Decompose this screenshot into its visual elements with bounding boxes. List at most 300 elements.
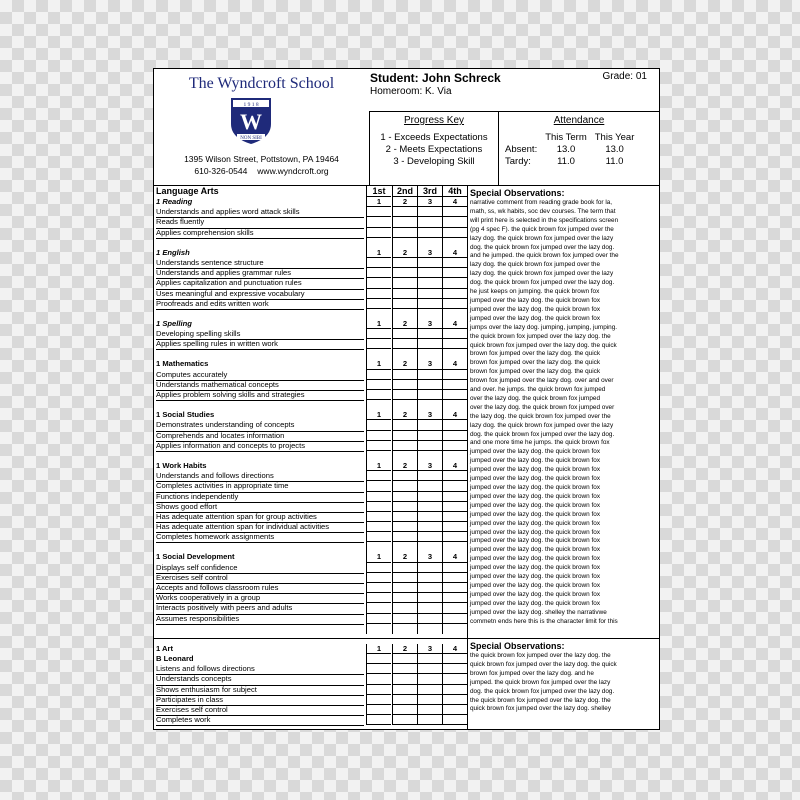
grade-cell [417, 289, 442, 299]
observation-line: jumped over the lazy dog. the quick brown fox [470, 537, 601, 545]
grade-cell [366, 573, 391, 583]
school-address-block [154, 153, 369, 177]
observation-line: jumped over the lazy dog. the quick brown fox [470, 573, 601, 581]
grade-cell [366, 532, 391, 542]
grade-cell [392, 492, 417, 502]
observation-line: jumped over the lazy dog. the quick brown fox [470, 314, 601, 322]
observation-line: jumped over the lazy dog. the quick brown fox [470, 555, 601, 563]
observations-divider [467, 185, 468, 729]
grade-cell [366, 664, 391, 674]
skill-row [154, 207, 467, 217]
section-gap [154, 451, 467, 461]
grade-cell [442, 481, 467, 491]
skill-label: Participates in class [156, 695, 364, 706]
grade-cell [366, 593, 391, 603]
skill-row [154, 228, 467, 238]
school-phone: 610-326-0544 [194, 166, 248, 176]
grade-cell [417, 502, 442, 512]
skill-label: Developing spelling skills [156, 329, 364, 340]
observation-line: dog. the quick brown fox jumped over the lazy dog. [470, 687, 615, 695]
grade-cell [392, 563, 417, 573]
section-gap [154, 309, 467, 319]
grade-cell [442, 329, 467, 339]
quarter-number: 4 [442, 552, 467, 562]
grade-level: Grade: 01 [602, 71, 647, 82]
skill-label: Exercises self control [156, 705, 364, 716]
skill-label: Functions independently [156, 492, 364, 503]
observation-line: commetn ends here this is the character limit for this [470, 617, 618, 625]
quarter-number: 1 [366, 644, 391, 654]
grade-cell [417, 380, 442, 390]
skill-label: Understands and follows directions [156, 471, 364, 482]
skill-label: Displays self confidence [156, 563, 364, 574]
skill-row [154, 299, 467, 309]
grade-cell [366, 278, 391, 288]
skill-label: Completes work [156, 715, 364, 726]
skill-row [154, 339, 467, 349]
grade-cell [366, 603, 391, 613]
grade-cell [442, 705, 467, 715]
quarter-number: 3 [417, 461, 442, 471]
art-section-divider [154, 638, 659, 639]
observation-line: lazy dog. the quick brown fox jumped over the lazy [470, 421, 614, 429]
observations-title: Special Observations: [470, 188, 565, 198]
skill-row [154, 441, 467, 451]
homeroom: Homeroom: K. Via [370, 86, 452, 97]
quarter-number: 2 [392, 644, 417, 654]
skill-row [154, 420, 467, 430]
art-special-observations [470, 641, 656, 714]
grade-cell [442, 471, 467, 481]
observation-line: quick brown fox jumped over the lazy dog. the quick [470, 341, 617, 349]
skill-row [154, 695, 467, 705]
grade-cell [366, 492, 391, 502]
observation-line: will print here is selected in the specifications screen [470, 216, 619, 224]
skill-label: Completes activities in appropriate time [156, 481, 364, 492]
observation-line: the quick brown fox jumped over the lazy dog. the [470, 696, 611, 704]
observation-line: lazy dog. the quick brown fox jumped over the lazy [470, 270, 614, 278]
grade-cell [442, 593, 467, 603]
grade-cell [417, 471, 442, 481]
skill-row [154, 532, 467, 542]
grade-cell [392, 583, 417, 593]
section-title: 1 Art [156, 643, 174, 653]
observation-line: brown fox jumped over the lazy dog. the quick [470, 350, 601, 358]
observation-line: jumped over the lazy dog. the quick brown fox [470, 590, 601, 598]
grade-cell [442, 614, 467, 624]
quarter-number: 3 [417, 552, 442, 562]
grade-cell [442, 502, 467, 512]
quarter-number: 4 [442, 359, 467, 369]
skill-label: Has adequate attention span for group activities [156, 512, 364, 523]
skill-row [154, 258, 467, 268]
grade-cell [442, 654, 467, 664]
grade-cell [366, 441, 391, 451]
attendance-value: 11.0 [605, 156, 624, 167]
grade-cell [392, 370, 417, 380]
skill-label: Comprehends and locates information [156, 431, 364, 442]
quarter-number: 1 [366, 359, 391, 369]
attendance-col-term: This Term [545, 132, 587, 143]
grade-cell [392, 228, 417, 238]
quarter-number: 2 [392, 461, 417, 471]
skill-row [154, 502, 467, 512]
section-header-row [154, 197, 467, 207]
grade-cell [417, 573, 442, 583]
section-header-row [154, 410, 467, 420]
school-header [154, 69, 369, 185]
observation-line: jumped over the lazy dog. the quick brown fox [470, 528, 601, 536]
grade-cell [442, 522, 467, 532]
grade-cell [392, 593, 417, 603]
observation-line: dog. the quick brown fox jumped over the lazy dog. [470, 430, 615, 438]
progress-key-title: Progress Key [403, 115, 465, 126]
quarter-number: 3 [417, 319, 442, 329]
grade-cell [442, 299, 467, 309]
subject-title: Language Arts [156, 186, 219, 196]
skill-label: Demonstrates understanding of concepts [156, 420, 364, 431]
skill-label: Applies information and concepts to projects [156, 441, 364, 452]
grade-cell [417, 481, 442, 491]
grade-cell [366, 258, 391, 268]
observation-line: brown fox jumped over the lazy dog. and he [470, 669, 594, 677]
attendance-table [501, 132, 638, 168]
quarter-number: 2 [392, 552, 417, 562]
observation-line: jumped over the lazy dog. the quick brown fox [470, 448, 601, 456]
grade-cell [366, 207, 391, 217]
skill-row [154, 380, 467, 390]
quarter-number: 2 [392, 410, 417, 420]
student-name: Student: John Schreck [370, 71, 501, 85]
grade-cell [392, 502, 417, 512]
skill-label: Proofreads and edits written work [156, 299, 364, 310]
skill-label: Shows enthusiasm for subject [156, 685, 364, 696]
skill-row [154, 481, 467, 491]
grade-cell [417, 299, 442, 309]
quarter-header: 3rd [417, 185, 442, 197]
observation-line: jumped over the lazy dog. the quick brown fox [470, 457, 601, 465]
grade-cell [366, 420, 391, 430]
progress-key-item: 2 - Meets Expectations [385, 144, 483, 155]
observation-line: narrative comment from reading grade book for la, [470, 199, 613, 206]
grade-cell [392, 390, 417, 400]
grade-cell [392, 705, 417, 715]
quarter-number: 1 [366, 197, 391, 207]
grade-cell [417, 228, 442, 238]
grade-cell [366, 685, 391, 695]
special-observations [470, 188, 656, 627]
skill-row [154, 289, 467, 299]
observation-line: over the lazy dog. the quick brown fox jumped [470, 394, 601, 402]
observation-line: the quick brown fox jumped over the lazy dog. the [470, 652, 611, 659]
school-website: www.wyndcroft.org [257, 166, 329, 176]
observation-line: math, ss, wk habits, soc dev courses. The term that [470, 207, 616, 215]
grade-cell [417, 603, 442, 613]
grade-cell [366, 715, 391, 725]
grade-cell [442, 563, 467, 573]
attendance-value: 13.0 [556, 144, 576, 155]
skill-label: Works cooperatively in a group [156, 593, 364, 604]
observation-line: brown fox jumped over the lazy dog. over and over [470, 377, 614, 385]
grade-cell [366, 654, 391, 664]
grade-cell [417, 207, 442, 217]
skill-label: Understands mathematical concepts [156, 380, 364, 391]
section-gap [154, 624, 467, 634]
observation-line: jumped over the lazy dog. the quick brown fox [470, 564, 601, 572]
grade-cell [392, 614, 417, 624]
observation-line: jumped over the lazy dog. the quick brown fox [470, 466, 601, 474]
skill-label: Listens and follows directions [156, 664, 364, 675]
grade-cell [417, 390, 442, 400]
grade-cell [392, 278, 417, 288]
grade-cell [442, 380, 467, 390]
section-header-row [154, 359, 467, 369]
grade-cell [392, 339, 417, 349]
grade-cell [442, 289, 467, 299]
observation-line: quick brown fox jumped over the lazy dog. shelley [470, 705, 612, 713]
grade-cell [442, 370, 467, 380]
grade-cell [442, 431, 467, 441]
grade-cell [417, 339, 442, 349]
observation-line: quick brown fox jumped over the lazy dog. the quick [470, 660, 617, 668]
teacher-row [154, 654, 467, 664]
observation-line: the lazy dog. the quick brown fox jumped over the [470, 412, 611, 420]
section-gap [154, 400, 467, 410]
observation-line: (pg 4 spec F). the quick brown fox jumped over the [470, 225, 614, 233]
quarter-number: 1 [366, 319, 391, 329]
report-card [153, 68, 660, 730]
section-header-row [154, 644, 467, 654]
skill-row [154, 370, 467, 380]
observation-line: jumped over the lazy dog. the quick brown fox [470, 599, 601, 607]
grade-cell [392, 207, 417, 217]
observation-line: jumped over the lazy dog. the quick brown fox [470, 484, 601, 491]
skill-row [154, 512, 467, 522]
skill-label: Applies spelling rules in written work [156, 339, 364, 350]
quarter-number: 2 [392, 248, 417, 258]
grade-cell [366, 674, 391, 684]
grade-cell [392, 654, 417, 664]
grade-cell [442, 268, 467, 278]
skill-label: Computes accurately [156, 370, 364, 381]
grade-cell [417, 278, 442, 288]
observation-line: jumps over the lazy dog. jumping, jumping, jumping. [470, 323, 618, 331]
attendance-value: 11.0 [557, 156, 575, 167]
grade-cell [366, 522, 391, 532]
grade-cell [417, 654, 442, 664]
grade-cell [392, 695, 417, 705]
attendance-box [499, 111, 659, 185]
grade-cell [366, 512, 391, 522]
skill-row [154, 522, 467, 532]
observation-line: lazy dog. the quick brown fox jumped over the lazy [470, 234, 614, 242]
attendance-col-year: This Year [594, 132, 635, 143]
quarter-number: 3 [417, 359, 442, 369]
grade-cell [392, 268, 417, 278]
observation-line: dog. the quick brown fox jumped over the lazy dog. [470, 279, 615, 287]
grade-cell [442, 695, 467, 705]
quarter-number: 4 [442, 410, 467, 420]
grade-cell [392, 441, 417, 451]
skill-label: Applies capitalization and punctuation rules [156, 278, 364, 289]
quarter-number: 1 [366, 248, 391, 258]
grade-cell [392, 603, 417, 613]
grade-cell [366, 502, 391, 512]
grade-cell [442, 512, 467, 522]
quarter-number: 4 [442, 197, 467, 207]
grade-cell [417, 441, 442, 451]
grade-cell [392, 380, 417, 390]
grade-cell [417, 614, 442, 624]
grade-cell [417, 431, 442, 441]
observation-line: and one more time he jumps. the quick brown fox [470, 439, 610, 447]
grade-cell [442, 258, 467, 268]
observation-line: jumped. the quick brown fox jumped over the lazy [470, 678, 611, 686]
grade-cell [417, 268, 442, 278]
observation-line: brown fox jumped over the lazy dog. the quick [470, 368, 601, 376]
school-name: The Wyndcroft School [188, 75, 335, 92]
skill-row [154, 715, 467, 725]
grade-cell [366, 299, 391, 309]
grade-cell [366, 614, 391, 624]
grade-cell [442, 573, 467, 583]
grade-cell [366, 705, 391, 715]
grade-cell [417, 685, 442, 695]
grade-cell [392, 431, 417, 441]
grade-cell [366, 228, 391, 238]
grade-cell [366, 431, 391, 441]
observation-line: jumped over the lazy dog. the quick brown fox [470, 492, 601, 500]
school-crest-icon [229, 96, 273, 146]
grade-cell [366, 268, 391, 278]
grade-cell [417, 329, 442, 339]
grade-cell [417, 715, 442, 725]
quarter-number: 1 [366, 410, 391, 420]
grade-cell [417, 522, 442, 532]
grades-grid [154, 185, 467, 725]
quarter-number: 3 [417, 197, 442, 207]
grade-cell [392, 664, 417, 674]
grade-cell [442, 492, 467, 502]
skill-row [154, 685, 467, 695]
section-title: 1 Mathematics [156, 359, 209, 369]
crest-motto: NON SIBI [240, 136, 262, 141]
grade-cell [366, 329, 391, 339]
quarter-number: 3 [417, 410, 442, 420]
attendance-title: Attendance [553, 115, 605, 126]
grid-header-row [154, 185, 467, 197]
grade-cell [442, 207, 467, 217]
observation-line: jumped over the lazy dog. the quick brown fox [470, 296, 601, 304]
grade-cell [366, 370, 391, 380]
skill-row [154, 583, 467, 593]
skill-row [154, 492, 467, 502]
observation-line: dog. the quick brown fox jumped over the lazy dog. [470, 243, 615, 251]
grade-cell [442, 278, 467, 288]
grade-cell [366, 380, 391, 390]
section-title: 1 English [156, 247, 190, 257]
skill-row [154, 705, 467, 715]
grade-cell [417, 674, 442, 684]
observation-line: the quick brown fox jumped over the lazy dog. the [470, 332, 611, 340]
observation-line: he just keeps on jumping. the quick brown fox [470, 288, 600, 296]
grade-cell [366, 289, 391, 299]
grade-cell [392, 715, 417, 725]
observation-line: jumped over the lazy dog. the quick brown fox [470, 475, 601, 483]
section-title: 1 Social Development [156, 552, 235, 562]
skill-label: Shows good effort [156, 502, 364, 513]
skill-label: Understands sentence structure [156, 258, 364, 269]
grade-cell [366, 481, 391, 491]
quarter-number: 4 [442, 461, 467, 471]
crest-letter: W [240, 109, 262, 134]
attendance-value: 13.0 [605, 144, 624, 155]
quarter-number: 3 [417, 248, 442, 258]
skill-row [154, 217, 467, 227]
grade-cell [366, 339, 391, 349]
grade-cell [417, 695, 442, 705]
skill-row [154, 329, 467, 339]
skill-label: Has adequate attention span for individual activities [156, 522, 364, 533]
grade-cell [442, 583, 467, 593]
observation-line: jumped over the lazy dog. the quick brown fox [470, 581, 601, 589]
skill-label: Interacts positively with peers and adults [156, 603, 364, 614]
quarter-number: 1 [366, 461, 391, 471]
grade-cell [392, 329, 417, 339]
skill-row [154, 563, 467, 573]
grade-cell [366, 695, 391, 705]
grade-cell [417, 593, 442, 603]
grade-cell [366, 563, 391, 573]
skill-label: Applies comprehension skills [156, 228, 364, 239]
grade-cell [417, 583, 442, 593]
skill-label: Reads fluently [156, 217, 364, 228]
attendance-label: Absent: [505, 144, 538, 155]
quarter-number: 4 [442, 319, 467, 329]
observation-line: and he jumped. the quick brown fox jumped over the [470, 252, 619, 260]
grade-cell [417, 217, 442, 227]
observation-line: jumped over the lazy dog. the quick brown fox [470, 501, 601, 509]
art-observations-title: Special Observations: [470, 641, 565, 651]
observation-line: jumped over the lazy dog. the quick brown fox [470, 510, 601, 518]
section-header-row [154, 319, 467, 329]
grade-cell [392, 674, 417, 684]
section-gap [154, 542, 467, 552]
observation-line: jumped over the lazy dog. the quick brown fox [470, 305, 601, 313]
grade-cell [417, 512, 442, 522]
skill-label: Exercises self control [156, 573, 364, 584]
grade-cell [417, 258, 442, 268]
skill-label: Uses meaningful and expressive vocabulary [156, 289, 364, 300]
section-title: 1 Work Habits [156, 460, 207, 470]
grade-cell [417, 563, 442, 573]
observation-line: over the lazy dog. the quick brown fox jumped over [470, 403, 615, 411]
grade-cell [366, 390, 391, 400]
grade-cell [442, 390, 467, 400]
grade-cell [442, 715, 467, 725]
attendance-label: Tardy: [505, 156, 531, 167]
grade-cell [442, 603, 467, 613]
grade-cell [442, 664, 467, 674]
grade-cell [392, 217, 417, 227]
skill-label: Understands concepts [156, 674, 364, 685]
quarter-number: 4 [442, 644, 467, 654]
crest-year: 1 9 1 8 [243, 102, 259, 108]
observation-line: and over. he jumps. the quick brown fox jumped [470, 386, 606, 394]
observation-line: jumped over the lazy dog. the quick brown fox [470, 519, 601, 527]
quarter-number: 4 [442, 248, 467, 258]
skill-row [154, 614, 467, 624]
